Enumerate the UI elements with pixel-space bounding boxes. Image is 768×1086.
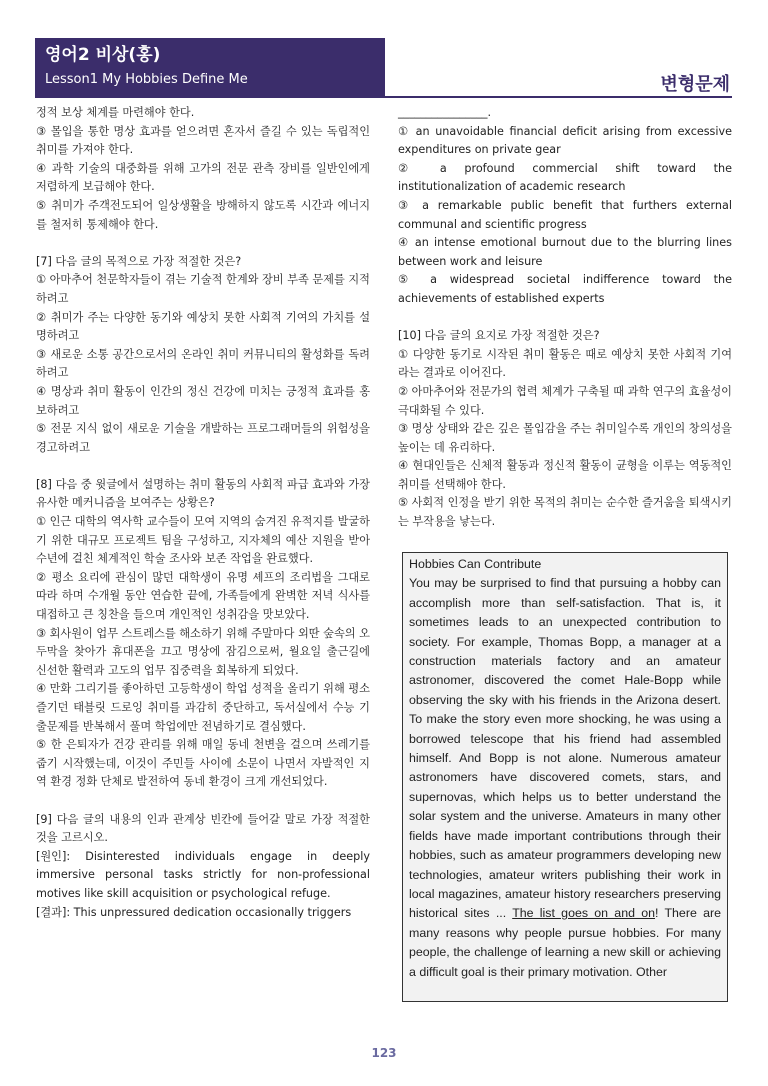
text-line: 정적 보상 체계를 마련해야 한다. [36, 106, 195, 119]
passage-text: You may be surprised to find that pursuing a hobby can accomplish more than self-satisfaction. That is, it sometimes leads to an unexpected contribution to society. For example, Thomas Bopp, a manager at a construction materials factory and an amateur astronomer, discovered the comet Hale-Bopp while observing the sky with his friends in the Arizona desert. To make the story even more shocking, he was using a borrowed telescope that his friend had assembled himself. And Bopp is not alone. Numerous amateur astronomers have discovered comets, stars, and supernovas, which helps us to better understand the solar system and the universe. Amateurs in many other fields have made important contributions through their hobbies, such as amateur programmers developing new technologies, amateur writers publishing their work in local magazines, amateur history researchers preserving historical sites ... [409, 576, 721, 921]
option-item: ③ 회사원이 업무 스트레스를 해소하기 위해 주말마다 외딴 숲속의 오두막을 찾아가 휴대폰을 끄고 명상에 잠김으로써, 월요일 출근길에 신선한 활력과 고도의 업무 집중력을 회복하게 되었다. [36, 626, 370, 677]
right-column [398, 104, 732, 532]
blank-line: ________________. [398, 106, 492, 119]
spacer [36, 234, 370, 253]
reading-passage-box [402, 552, 728, 1002]
header-divider [35, 96, 732, 98]
lesson-title: Lesson1 My Hobbies Define Me [45, 72, 248, 87]
option-item: ① 다양한 동기로 시작된 취미 활동은 때로 예상치 못한 사회적 기여라는 결과로 이어진다. [398, 347, 732, 380]
option-item: ① 인근 대학의 역사학 교수들이 모여 지역의 숨겨진 유적지를 발굴하기 위한 대규모 프로젝트 팀을 구성하고, 지자체의 예산 지원을 받아 수년에 걸친 체계적인 학술 조사와 보존 작업을 완료했다. [36, 515, 370, 566]
option-item: ⑤ 취미가 주객전도되어 일상생활을 방해하지 않도록 시간과 에너지를 철저히 통제해야 한다. [36, 198, 370, 231]
option-item: ③ 명상 상태와 같은 깊은 몰입감을 주는 취미일수록 개인의 창의성을 높이는 데 유리하다. [398, 422, 732, 454]
question-9: [9] 다음 글의 내용의 인과 관계상 빈칸에 들어갈 말로 가장 적절한 것을 고르시오. [36, 812, 370, 845]
passage-title: Hobbies Can Contribute [409, 557, 542, 571]
option-item: ⑤ 전문 지식 없이 새로운 기술을 개발하는 프로그래머들의 위험성을 경고하려고 [36, 422, 370, 454]
spacer [398, 309, 732, 328]
option-item: ③ 새로운 소통 공간으로서의 온라인 취미 커뮤니티의 활성화를 독려하려고 [36, 347, 370, 380]
page-number: 123 [371, 1046, 397, 1060]
cause-text: [원인]: Disinterested individuals engage in deeply immersive personal tasks strictly for non-professional motives like skill acquisition or psychological refuge. [36, 849, 370, 900]
question-7: [7] 다음 글의 목적으로 가장 적절한 것은? [36, 254, 242, 268]
spacer [36, 792, 370, 811]
option-item: ② a profound commercial shift toward the institutionalization of academic research [398, 161, 732, 194]
left-column [36, 104, 370, 922]
option-item: ⑤ a widespread societal indifference toward the achievements of established experts [398, 273, 732, 305]
option-item: ① 아마추어 천문학자들이 겪는 기술적 한계와 장비 부족 문제를 지적하려고 [36, 273, 370, 305]
option-item: ③ a remarkable public benefit that furthers external communal and scientific progress [398, 198, 732, 231]
section-label: 변형문제 [660, 74, 730, 95]
passage-body [409, 574, 721, 982]
header-box [35, 38, 385, 96]
option-item: ③ 몰입을 통한 명상 효과를 얻으려면 혼자서 즐길 수 있는 독립적인 취미를 가져야 한다. [36, 124, 370, 157]
option-item: ④ 만화 그리기를 좋아하던 고등학생이 학업 성적을 올리기 위해 평소 즐기던 태블릿 드로잉 취미를 과감히 중단하고, 독서실에서 수능 기출문제를 반복해서 풀며 학업에만 전념하기로 결심했다. [36, 682, 370, 733]
question-8: [8] 다음 중 윗글에서 설명하는 취미 활동의 사회적 파급 효과와 가장 유사한 메커니즘을 보여주는 상황은? [36, 477, 370, 510]
question-10: [10] 다음 글의 요지로 가장 적절한 것은? [398, 329, 600, 343]
option-item: ⑤ 사회적 인정을 받기 위한 목적의 취미는 순수한 즐거움을 퇴색시키는 부작용을 낳는다. [398, 496, 732, 529]
effect-text: [결과]: This unpressured dedication occasionally triggers [36, 905, 352, 919]
option-item: ④ 명상과 취미 활동이 인간의 정신 건강에 미치는 긍정적 효과를 홍보하려고 [36, 384, 370, 417]
option-item: ④ an intense emotional burnout due to the blurring lines between work and leisure [398, 236, 732, 268]
underlined-phrase: The list goes on and on [512, 906, 656, 921]
book-title: 영어2 비상(홍) [45, 45, 161, 65]
option-item: ④ 현대인들은 신체적 활동과 정신적 활동이 균형을 이루는 역동적인 취미를 선택해야 한다. [398, 459, 732, 491]
option-item: ② 평소 요리에 관심이 많던 대학생이 유명 셰프의 조리법을 그대로 따라 하며 수개월 동안 연습한 끝에, 가족들에게 완벽한 저녁 식사를 대접하고 큰 칭찬을 들으며 개인적인 성취감을 맛보았다. [36, 570, 370, 622]
option-item: ⑤ 한 은퇴자가 건강 관리를 위해 매일 동네 천변을 걸으며 쓰레기를 줍기 시작했는데, 이것이 주민들 사이에 소문이 나면서 자발적인 지역 환경 정화 단체로 발전하여 동네 환경이 크게 개선되었다. [36, 738, 370, 789]
passage-text: ! There are many reasons why people pursue hobbies. For many people, the challenge of learning a new skill or achieving a difficult goal is their primary motivation. Other [409, 906, 721, 979]
option-item: ② 취미가 주는 다양한 동기와 예상치 못한 사회적 기여의 가치를 설명하려고 [36, 310, 370, 343]
option-item: ① an unavoidable financial deficit arising from excessive expenditures on private gear [398, 124, 732, 157]
spacer [36, 457, 370, 476]
option-item: ② 아마추어와 전문가의 협력 체계가 구축될 때 과학 연구의 효율성이 극대화될 수 있다. [398, 384, 732, 417]
option-item: ④ 과학 기술의 대중화를 위해 고가의 전문 관측 장비를 일반인에게 저렴하게 보급해야 한다. [36, 161, 370, 194]
